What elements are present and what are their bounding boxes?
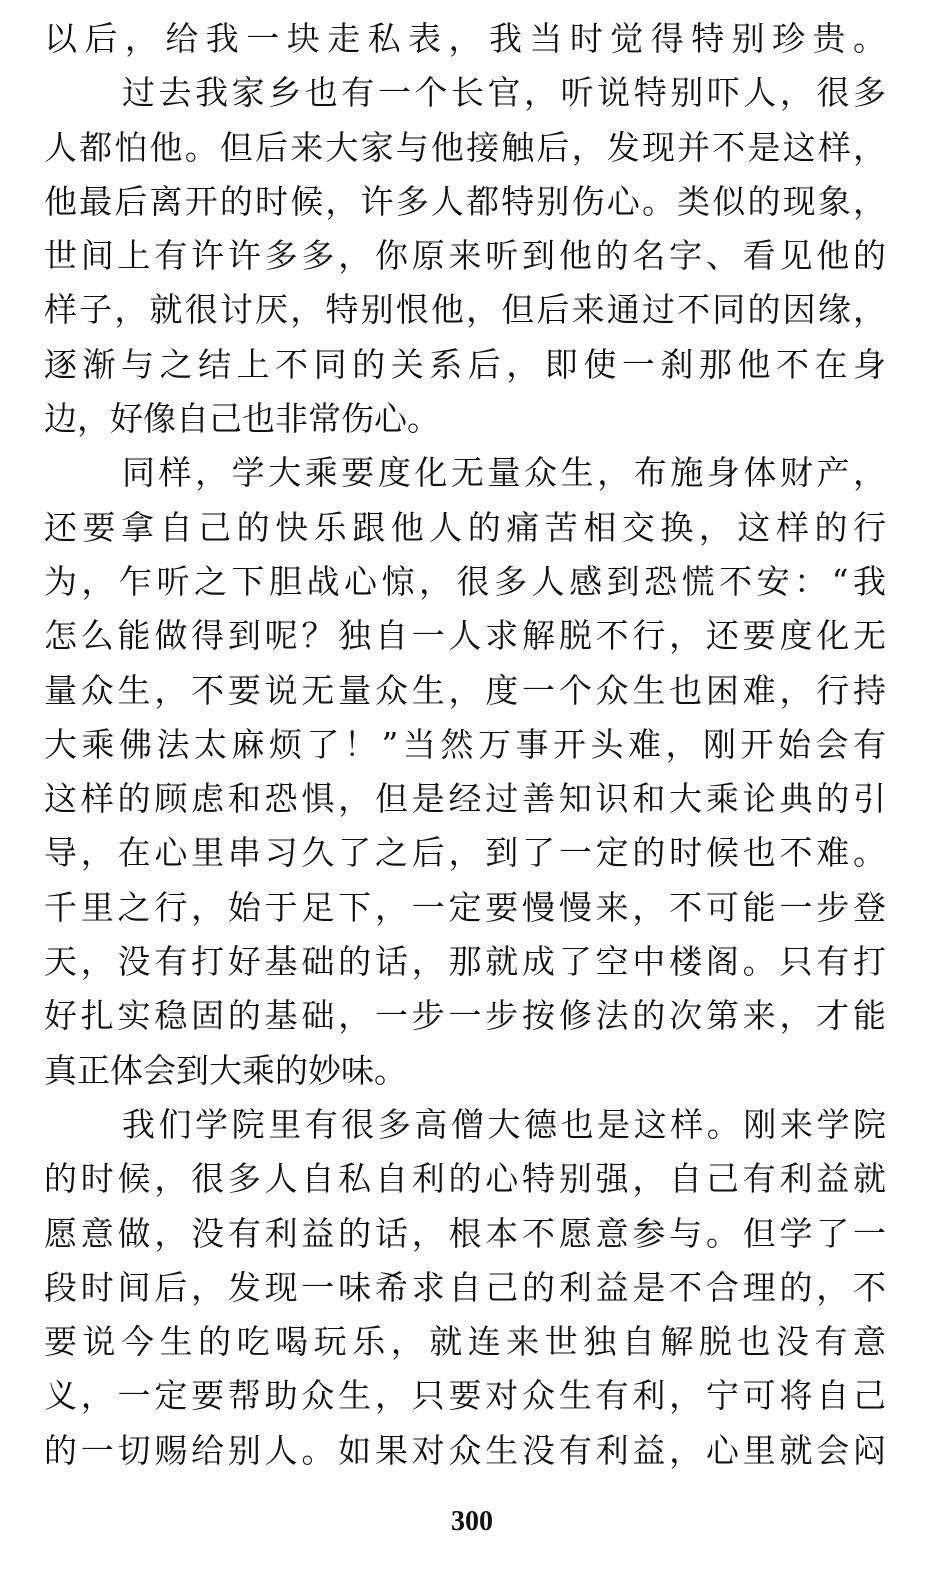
text-line: 千里之行，始于足下，一定要慢慢来，不可能一步登 — [44, 887, 886, 927]
text-line: 大乘佛法太麻烦了！”当然万事开头难，刚开始会有 — [44, 724, 886, 764]
text-line: 样子，就很讨厌，特别恨他，但后来通过不同的因缘， — [44, 290, 886, 330]
paragraph — [44, 12, 886, 66]
text-line: 好扎实稳固的基础，一步一步按修法的次第来，才能 — [44, 996, 886, 1036]
text-line: 的时候，很多人自私自利的心特别强，自己有利益就 — [44, 1159, 886, 1199]
text-line: 段时间后，发现一味希求自己的利益是不合理的，不 — [44, 1267, 886, 1307]
text-line: 世间上有许许多多，你原来听到他的名字、看见他的 — [44, 236, 886, 276]
paragraph — [44, 66, 886, 446]
text-line: 人都怕他。但后来大家与他接触后，发现并不是这样， — [44, 127, 886, 167]
text-line: 这样的顾虑和恐惧，但是经过善知识和大乘论典的引 — [44, 779, 886, 819]
text-line: 义，一定要帮助众生，只要对众生有利，宁可将自己 — [44, 1376, 886, 1416]
paragraph — [44, 1098, 886, 1478]
text-line: 怎么能做得到呢？独自一人求解脱不行，还要度化无 — [44, 616, 886, 656]
text-line: 导，在心里串习久了之后，到了一定的时候也不难。 — [44, 833, 886, 873]
page-number: 300 — [451, 1506, 493, 1537]
text-line: 真正体会到大乘的妙味。 — [44, 1050, 407, 1090]
body-text — [44, 12, 886, 1478]
text-line: 量众生，不要说无量众生，度一个众生也困难，行持 — [44, 670, 886, 710]
text-line: 我们学院里有很多高僧大德也是这样。刚来学院 — [122, 1104, 886, 1144]
paragraph — [44, 446, 886, 1098]
text-line: 的一切赐给别人。如果对众生没有利益，心里就会闷 — [44, 1430, 886, 1470]
text-line: 同样，学大乘要度化无量众生，布施身体财产， — [122, 453, 886, 493]
text-line: 以后，给我一块走私表，我当时觉得特别珍贵。 — [44, 19, 886, 58]
text-line: 过去我家乡也有一个长官，听说特别吓人，很多 — [122, 73, 886, 113]
text-line: 他最后离开的时候，许多人都特别伤心。类似的现象， — [44, 181, 886, 221]
text-line: 边，好像自己也非常伤心。 — [44, 399, 440, 439]
text-line: 逐渐与之结上不同的关系后，即使一刹那他不在身 — [44, 344, 886, 384]
text-line: 要说今生的吃喝玩乐，就连来世独自解脱也没有意 — [44, 1322, 886, 1362]
text-line: 愿意做，没有利益的话，根本不愿意参与。但学了一 — [44, 1213, 886, 1253]
text-line: 为，乍听之下胆战心惊，很多人感到恐慌不安：“我 — [44, 561, 886, 601]
text-line: 天，没有打好基础的话，那就成了空中楼阁。只有打 — [44, 942, 886, 982]
text-line: 还要拿自己的快乐跟他人的痛苦相交换，这样的行 — [44, 507, 886, 547]
